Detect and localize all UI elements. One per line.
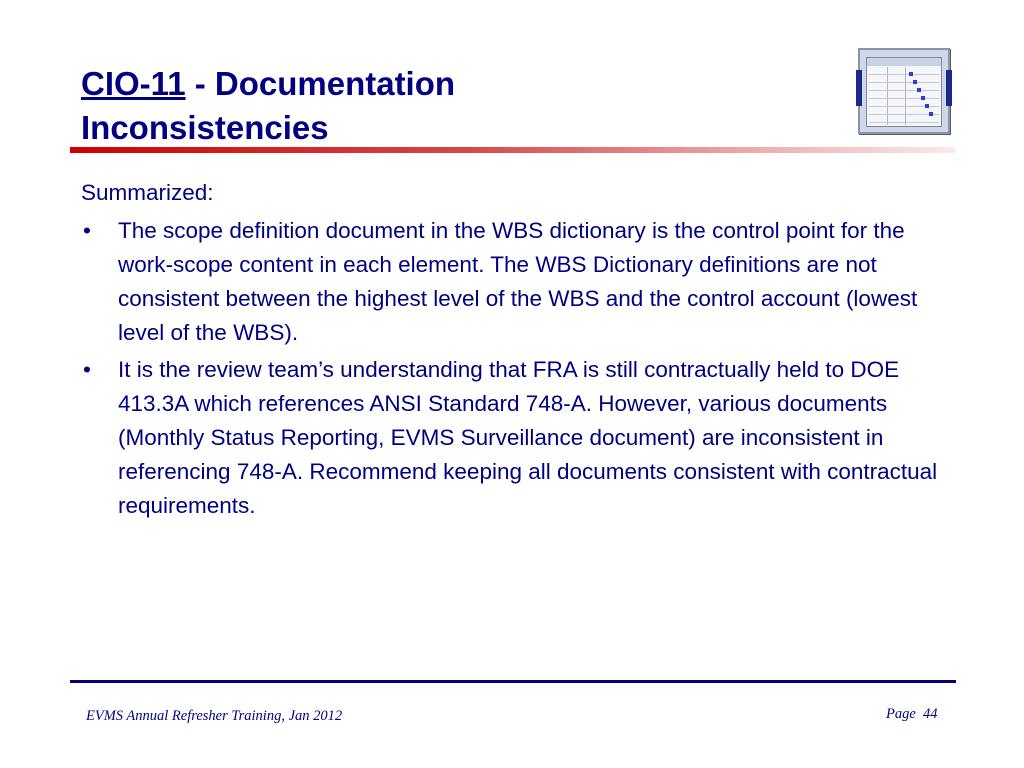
title-line2: Inconsistencies — [81, 109, 329, 146]
footer-course-title: EVMS Annual Refresher Training, Jan 2012 — [86, 708, 343, 724]
bullet-item — [81, 353, 961, 523]
footer-divider — [70, 680, 956, 683]
title-line1: Documentation — [214, 65, 456, 102]
thumbnail-column — [905, 67, 906, 125]
title-link[interactable]: CIO-11 — [81, 65, 186, 102]
thumbnail-left-tab — [856, 70, 862, 106]
thumbnail-bar-marker — [925, 104, 929, 108]
schedule-thumbnail-icon — [858, 48, 950, 134]
title-separator: - — [185, 65, 215, 102]
thumbnail-column — [887, 67, 888, 125]
bullet-marker: • — [83, 218, 91, 243]
bullet-marker: • — [83, 357, 91, 382]
thumbnail-titlebar — [867, 58, 941, 66]
page-label: Page — [886, 706, 916, 722]
bullet-item — [81, 214, 961, 350]
thumbnail-window — [866, 57, 942, 127]
slide-title — [81, 62, 721, 150]
thumbnail-grid — [869, 67, 939, 125]
thumbnail-bar-marker — [921, 96, 925, 100]
slide-body — [81, 176, 961, 526]
page-indicator — [886, 706, 938, 723]
thumbnail-bar-marker — [929, 112, 933, 116]
subheading: Summarized: — [81, 180, 214, 205]
thumbnail-right-tab — [946, 70, 952, 106]
thumbnail-bar-marker — [917, 88, 921, 92]
page-number: 44 — [923, 706, 938, 722]
title-divider — [70, 147, 955, 153]
thumbnail-bar-marker — [909, 72, 913, 76]
bullet-text: It is the review team’s understanding that FRA is still contractually held to DOE 413.3A which references ANSI Standard 748-A. However, various documents (Monthly Status Reporting, EVMS Surveillance document) are inconsistent in referencing 748-A. Recommend keeping all documents consistent with contractual requirements. — [118, 357, 938, 518]
thumbnail-bar-marker — [913, 80, 917, 84]
bullet-text: The scope definition document in the WBS dictionary is the control point for the work-scope content in each element. The WBS Dictionary definitions are not consistent between the highest level of the WBS and the control account (lowest level of the WBS). — [118, 218, 918, 345]
